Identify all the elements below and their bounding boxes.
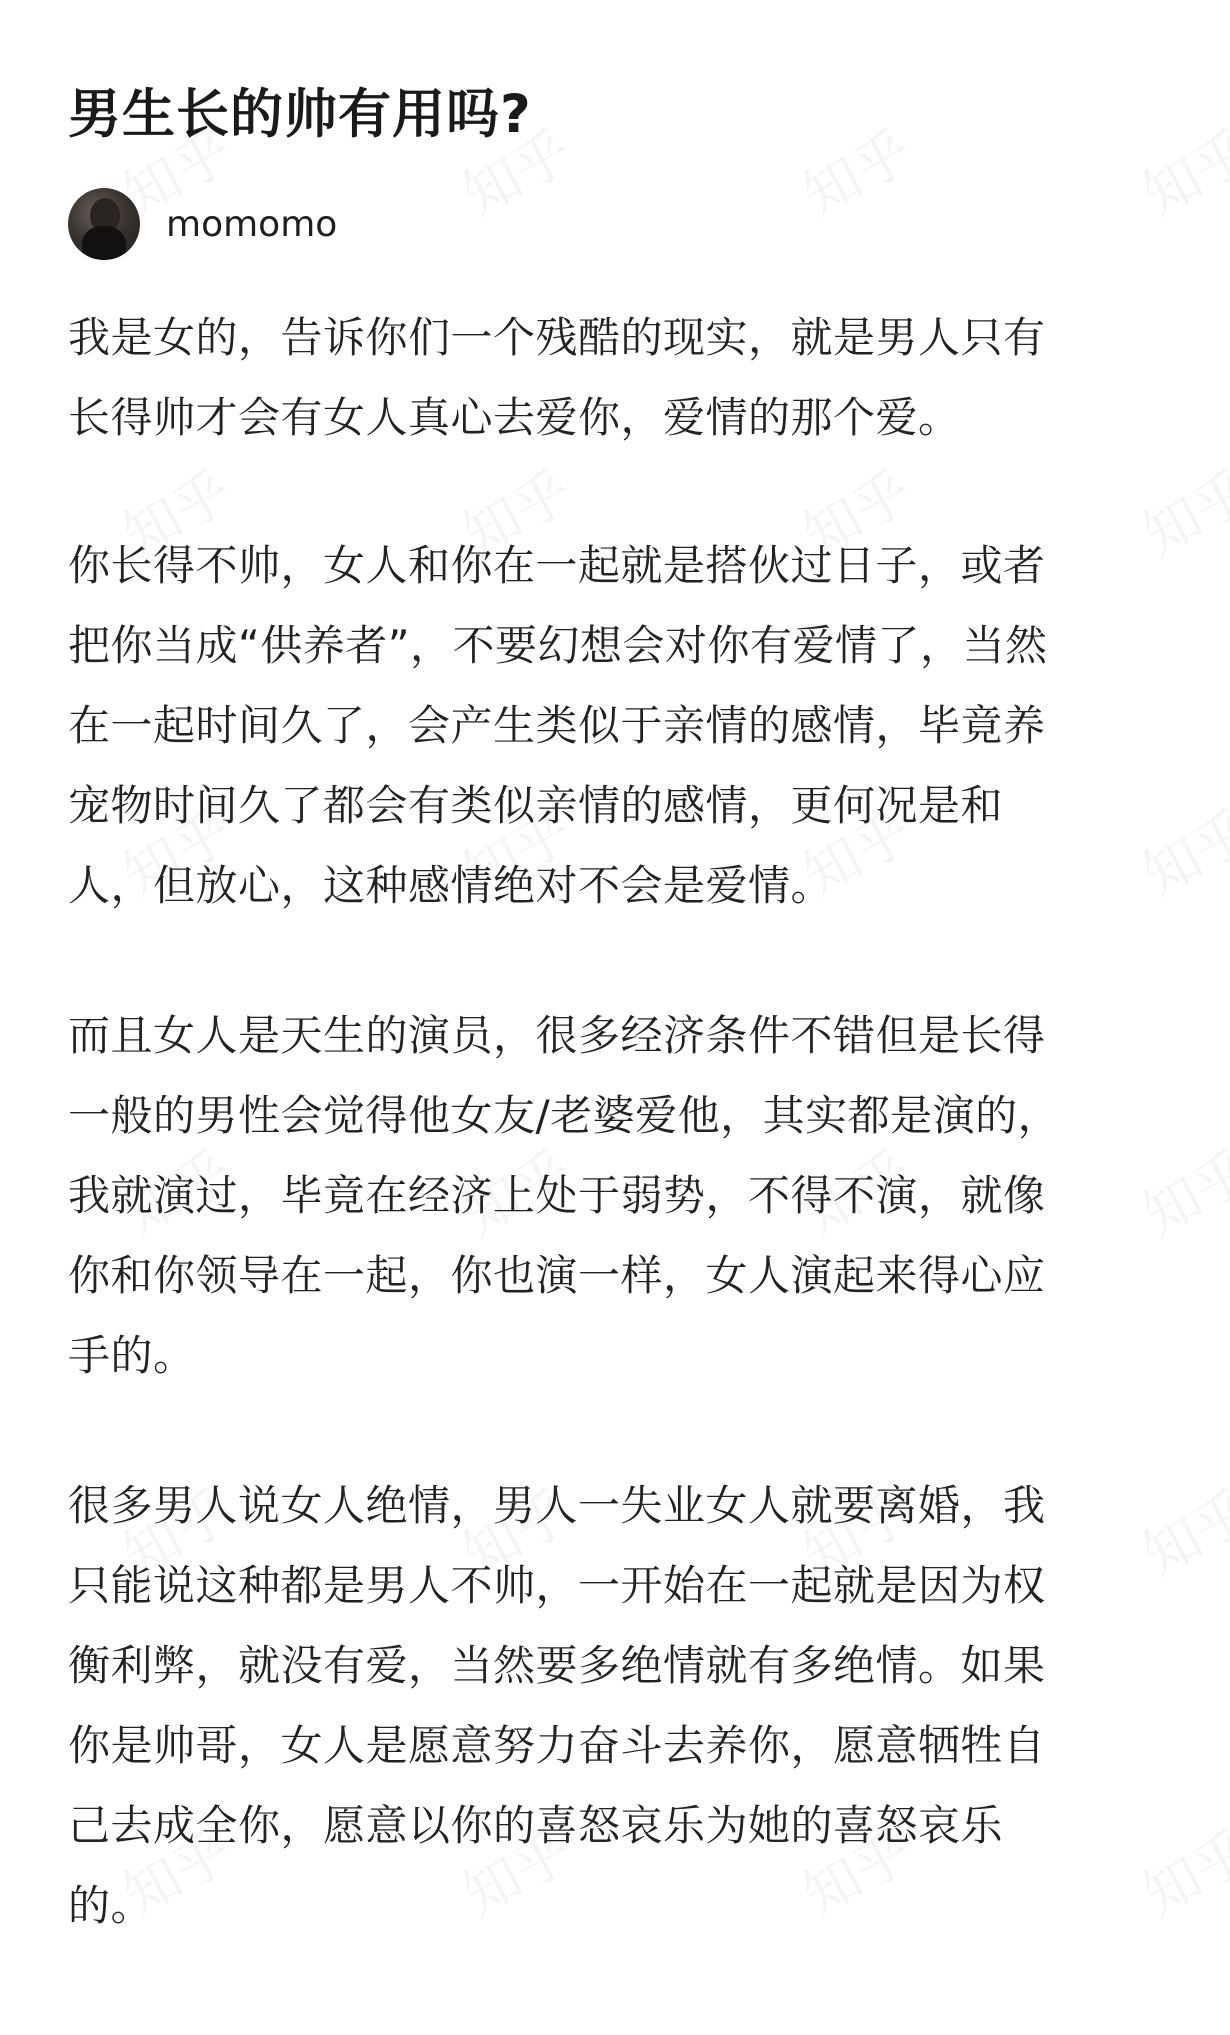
avatar[interactable] bbox=[68, 188, 140, 260]
text-line: 很多男人说女人绝情，男人一失业女人就要离婚，我 bbox=[68, 1481, 1046, 1530]
paragraph-4 bbox=[68, 1466, 1168, 1946]
text-line: 宠物时间久了都会有类似亲情的感情，更何况是和 bbox=[68, 781, 1004, 830]
author-row[interactable] bbox=[68, 186, 337, 262]
page-title: 男生长的帅有用吗? bbox=[68, 84, 532, 145]
text-line: 你长得不帅，女人和你在一起就是搭伙过日子，或者 bbox=[68, 541, 1046, 590]
text-line: 我是女的，告诉你们一个残酷的现实，就是男人只有 bbox=[68, 313, 1046, 362]
paragraph-3 bbox=[68, 996, 1168, 1396]
text-line: 你和你领导在一起，你也演一样，女人演起来得心应 bbox=[68, 1251, 1046, 1300]
author-name[interactable]: momomo bbox=[166, 203, 338, 245]
text-line: 的。 bbox=[68, 1881, 154, 1930]
text-line: 在一起时间久了，会产生类似于亲情的感情，毕竟养 bbox=[68, 701, 1046, 750]
text-line: 手的。 bbox=[68, 1331, 196, 1380]
paragraph-1 bbox=[68, 298, 1168, 458]
text-line: 一般的男性会觉得他女友/老婆爱他，其实都是演的， bbox=[68, 1091, 1061, 1140]
paragraph-2 bbox=[68, 526, 1168, 926]
text-line: 你是帅哥，女人是愿意努力奋斗去养你，愿意牺牲自 bbox=[68, 1721, 1046, 1770]
watermark-text bbox=[788, 108, 924, 231]
text-line: 衡利弊，就没有爱，当然要多绝情就有多绝情。如果 bbox=[68, 1641, 1046, 1690]
text-line: 把你当成“供养者”，不要幻想会对你有爱情了，当然 bbox=[68, 621, 1048, 670]
text-line: 而且女人是天生的演员，很多经济条件不错但是长得 bbox=[68, 1011, 1046, 1060]
text-line: 我就演过，毕竟在经济上处于弱势，不得不演，就像 bbox=[68, 1171, 1046, 1220]
watermark-text bbox=[1128, 108, 1230, 231]
text-line: 长得帅才会有女人真心去爱你，爱情的那个爱。 bbox=[68, 393, 961, 442]
text-line: 己去成全你，愿意以你的喜怒哀乐为她的喜怒哀乐 bbox=[68, 1801, 1004, 1850]
text-line: 只能说这种都是男人不帅，一开始在一起就是因为权 bbox=[68, 1561, 1046, 1610]
text-line: 人，但放心，这种感情绝对不会是爱情。 bbox=[68, 861, 834, 910]
